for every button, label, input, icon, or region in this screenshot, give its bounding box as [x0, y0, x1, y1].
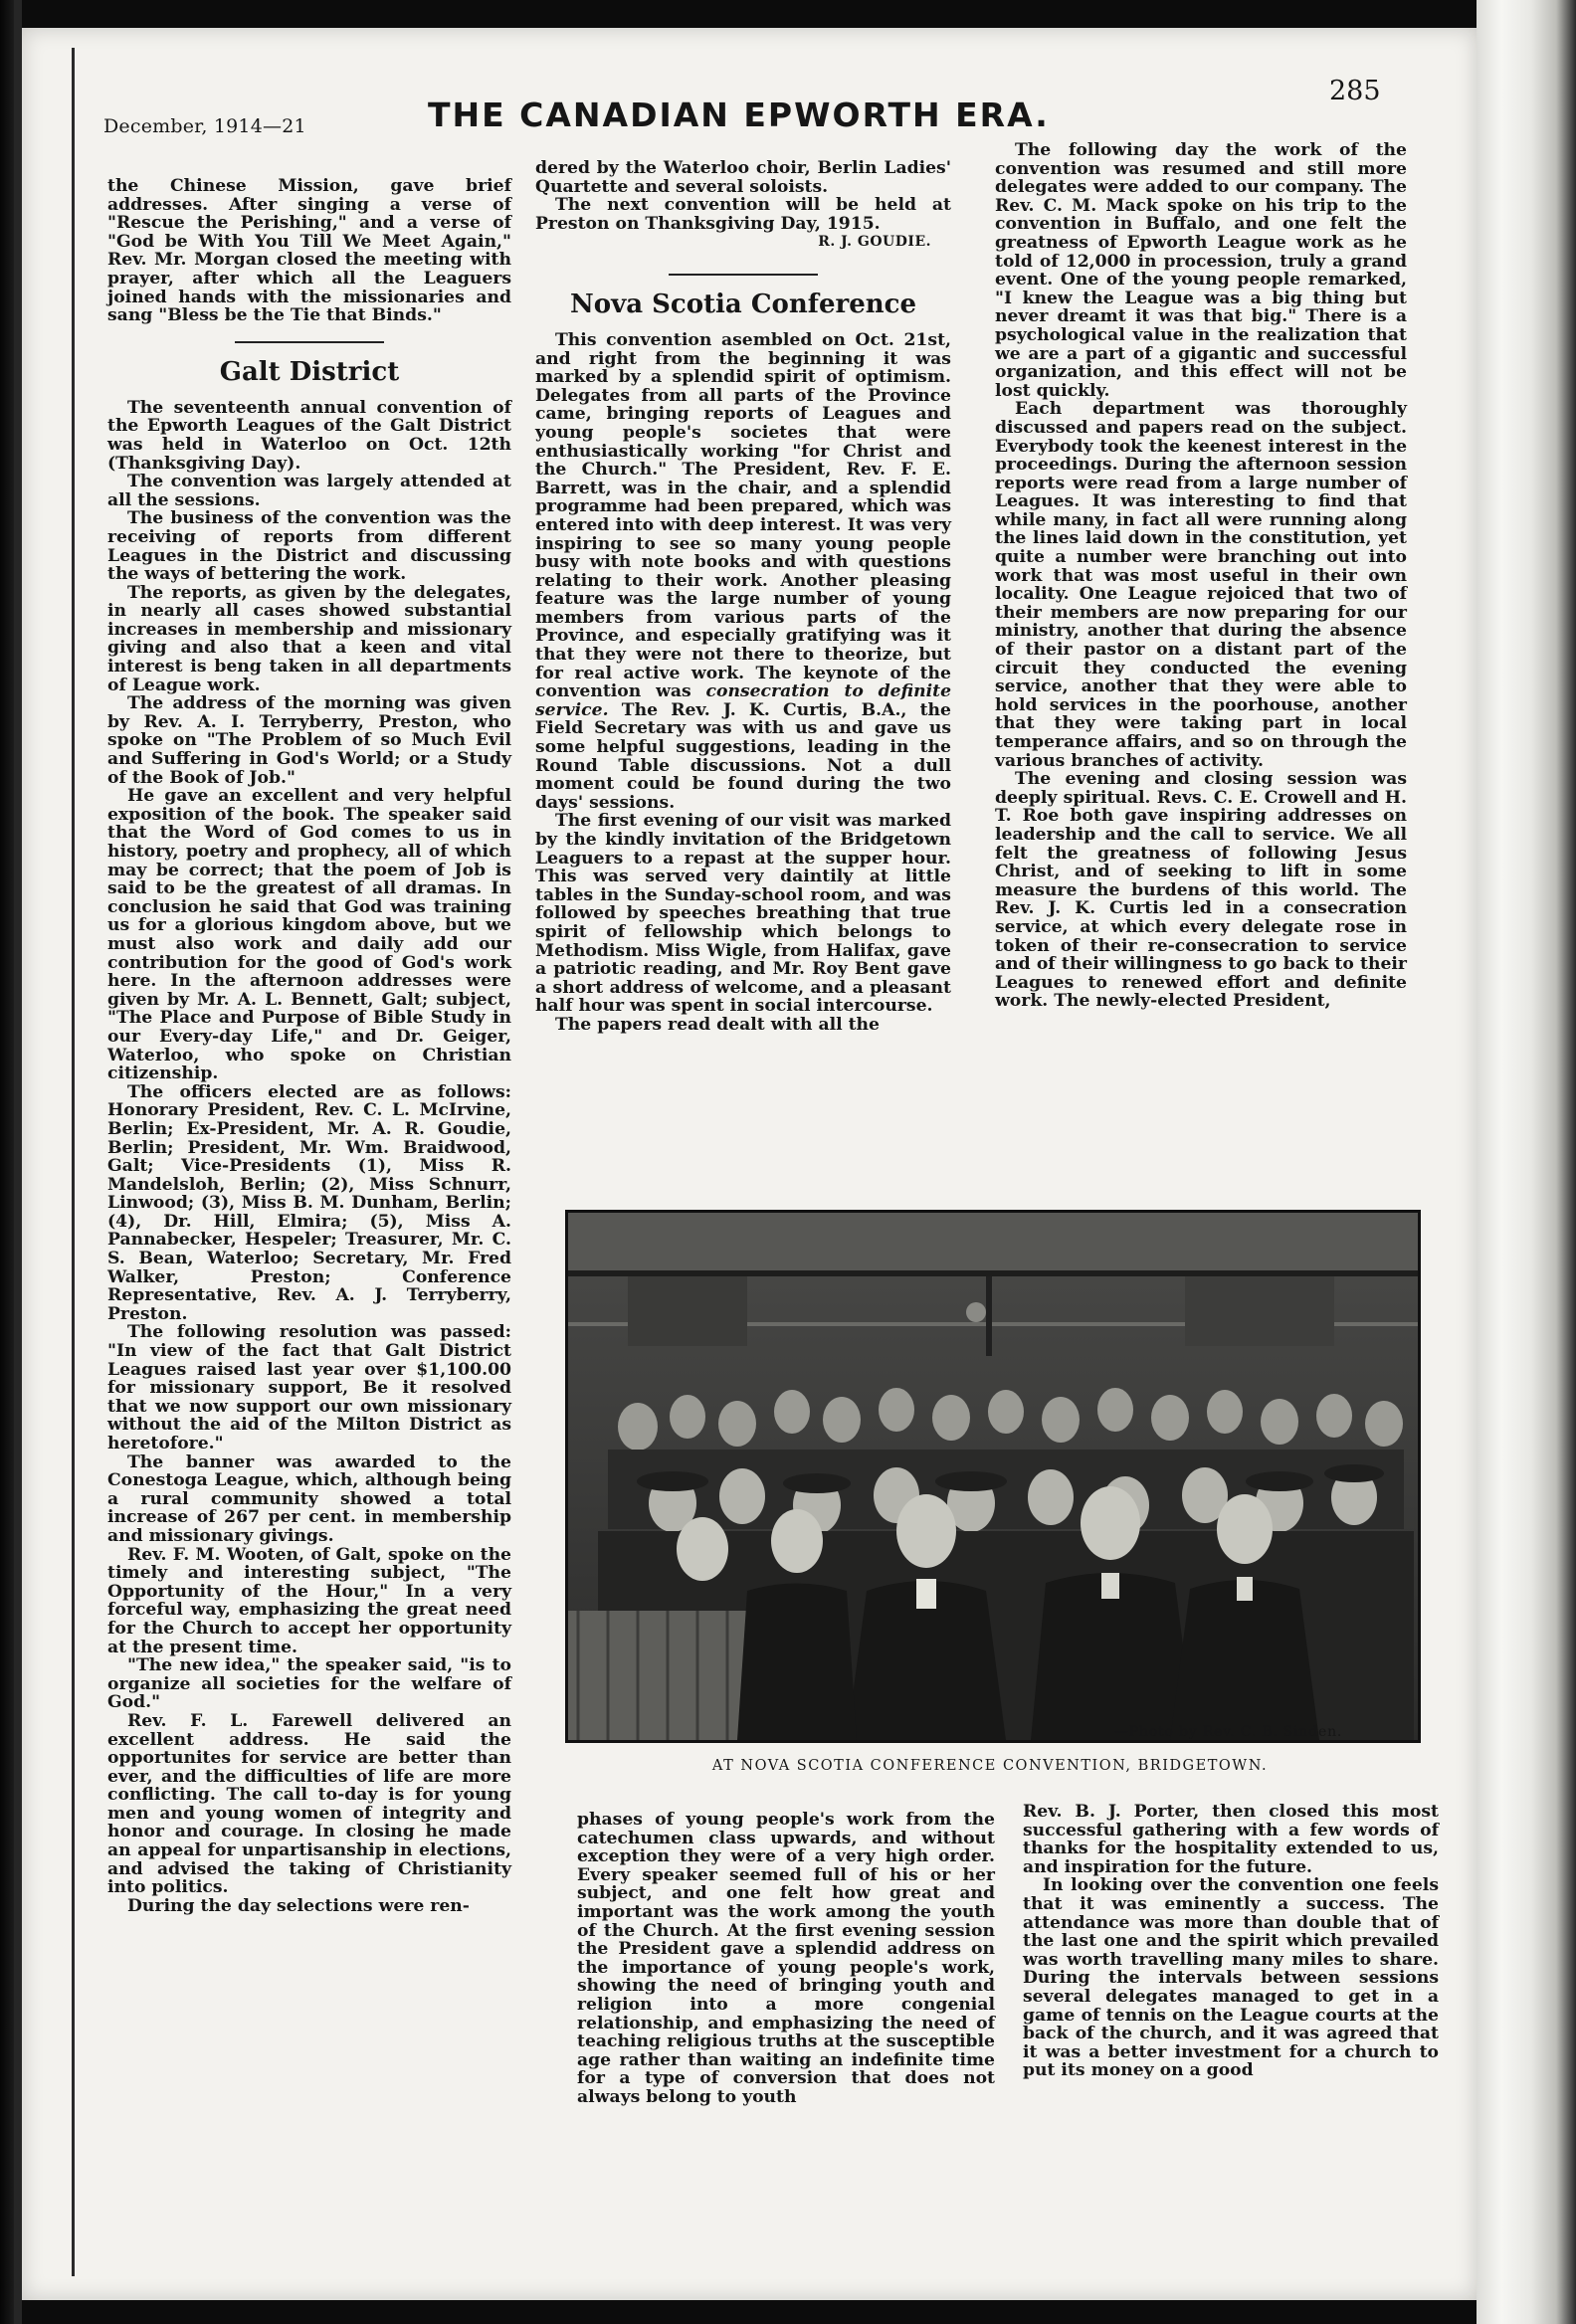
article-paragraph: dered by the Waterloo choir, Berlin Ladies' Quartette and several soloists.: [535, 158, 951, 197]
page-stack-edge: [1477, 0, 1576, 2324]
paragraph-text: The Rev. J. K. Curtis, B.A., the Field Secretary was with us and gave us some helpful suggestions, leading in the Round Table discussions. Not a dull moment could be found during the two days' sessions.: [535, 699, 951, 813]
article-paragraph: The address of the morning was given by Rev. A. I. Terryberry, Preston, who spoke on "The Problem of so Much Evil and Suffering in God's World; or a Study of the Book of Job.": [107, 693, 511, 788]
article-paragraph: The banner was awarded to the Conestoga League, which, although being a rural community showed a total increase of 267 per cent. in membership and missionary givings.: [107, 1452, 511, 1546]
article-paragraph: The following day the work of the convention was resumed and still more delegates were added to our company. The Rev. C. M. Mack spoke on his trip to the convention in Buffalo, and one felt the greatness of Epworth League work as he told of 12,000 in procession, truly a grand event. One of the young people remarked, "I knew the League was a big thing but never dreamt it was that big." There is a psychological value in the realization that we are a part of a gigantic and successful organization, and this effect will not be lost quickly.: [995, 140, 1407, 401]
convention-photo: [565, 1210, 1421, 1743]
article-paragraph: [535, 331, 951, 812]
article-paragraph: The convention was largely attended at all the sessions.: [107, 472, 511, 510]
section-rule: [669, 274, 818, 276]
binding-line: [72, 48, 75, 2276]
publication-title: THE CANADIAN EPWORTH ERA.: [428, 96, 1050, 134]
article-paragraph: The seventeenth annual convention of the Epworth Leagues of the Galt District was held in Waterloo on Oct. 12th (Thanksgiving Day).: [107, 397, 511, 474]
column-2-top: [535, 159, 951, 1035]
photo-image: [568, 1213, 1418, 1740]
article-paragraph: Rev. B. J. Porter, then closed this most successful gathering with a few words of thanks for the hospitality extended to us, and inspiration for the future.: [1023, 1802, 1439, 1877]
article-paragraph: The papers read dealt with all the: [555, 1014, 880, 1035]
photo-caption: AT NOVA SCOTIA CONFERENCE CONVENTION, BRIDGETOWN.: [711, 1758, 1269, 1774]
article-paragraph: the Chinese Mission, gave brief addresses. After singing a verse of "Rescue the Perishing," and a verse of "God be With You Till We Meet Again," Rev. Mr. Morgan closed the meeting with prayer, after which all the Leaguers joined hands with the missionaries and sang "Bless be the Tie that Binds.": [107, 176, 511, 326]
article-paragraph: Each department was thoroughly discussed and papers read on the subject. Everybody took the keenest interest in the proceedings. During the afternoon session reports were read from a large number of Leagues. It was interesting to find that while many, in fact all were running along the lines laid down in the constitution, yet quite a number were branching out into work that was most useful in their own locality. One League rejoiced that two of their members are now preparing for our ministry, another that during the absence of their pastor on a distant part of the circuit they conducted the evening service, another that they were able to hold services in the poorhouse, another that they were taking part in local temperance affairs, and so on through the various branches of activity.: [995, 399, 1407, 771]
article-paragraph: The reports, as given by the delegates, in nearly all cases showed substantial increases in membership and missionary giving and also that a keen and vital interest is beng taken in all departments of League work.: [107, 582, 511, 695]
article-paragraph: He gave an excellent and very helpful exposition of the book. The speaker said that the Word of God comes to us in history, poetry and prophecy, all of which may be correct; that the poem of Job is said to be the greatest of all dramas. In conclusion he said that God was training us for a glorious kingdom above, but we must also work and daily add our contribution for the good of God's work here. In the afternoon addresses were given by Mr. A. L. Bennett, Galt; subject, "The Place and Purpose of Bible Study in our Every-day Life," and Dr. Geiger, Waterloo, who spoke on Christian citizenship.: [107, 786, 511, 1084]
paragraph-text: This convention asembled on Oct. 21st, and right from the beginning it was marked by a splendid spirit of optimism. Delegates from all parts of the Province came, bringing reports of Leagues and young people's societes that were enthusiastically working "for Christ and the Church." The President, Rev. F. E. Barrett, was in the chair, and a splendid programme had been prepared, which was entered into with deep interest. It was very inspiring to see so many young people busy with note books and with questions relating to their work. Another pleasing feature was the large number of young members from various parts of the Province, and especially gratifying was it that they were not there to theorize, but for real active work. The keynote of the convention was: [535, 329, 951, 702]
section-heading-nova-scotia: Nova Scotia Conference: [569, 289, 917, 319]
article-paragraph: Rev. F. L. Farewell delivered an excellent address. He said the opportunites for service are better than ever, and the difficulties of life are more conflicting. The call to-day is for young men and young women of integrity and honor and courage. In closing he made an appeal for unpartisanship in elections, and advised the taking of Christianity into politics.: [107, 1710, 511, 1898]
article-paragraph: "The new idea," the speaker said, "is to organize all societies for the welfare of God.": [107, 1655, 511, 1713]
section-rule: [235, 341, 384, 343]
issue-date: December, 1914—21: [103, 115, 306, 137]
article-paragraph: The officers elected are as follows: Honorary President, Rev. C. L. McIrvine, Berlin; Ex-President, Mr. A. R. Goudie, Berlin; President, Mr. Wm. Braidwood, Galt; Vice-Presidents (1), Miss R. Mandelsloh, Berlin; (2), Miss Schnurr, Linwood; (3), Miss B. M. Dunham, Berlin; (4), Dr. Hill, Elmira; (5), Miss A. Pannabecker, Hespeler; Treasurer, Mr. C. S. Bean, Waterloo; Secretary, Mr. Fred Walker, Preston; Conference Representative, Rev. A. J. Terryberry, Preston.: [107, 1081, 511, 1324]
emphasis-text: consecration to definite service.: [535, 681, 952, 720]
article-paragraph: The next convention will be held at Preston on Thanksgiving Day, 1915.: [535, 195, 951, 234]
column-1: [107, 177, 511, 1915]
column-2-bottom: [577, 1811, 995, 2107]
article-paragraph: The first evening of our visit was marked by the kindly invitation of the Bridgetown Leaguers to a repast at the supper hour. This was served very daintily at little tables in the Sunday-school room, and was followed by speeches breathing that true spirit of fellowship which belongs to Methodism. Miss Wigle, from Halifax, gave a patriotic reading, and Mr. Roy Bent gave a short address of welcome, and a pleasant half hour was spent in social intercourse.: [535, 811, 951, 1017]
photo-credit: —Photo by Rev. C. B. Sinden.: [1114, 1724, 1343, 1740]
article-paragraph: Rev. F. M. Wooten, of Galt, spoke on the timely and interesting subject, "The Opportunity of the Hour," In a very forceful way, emphasizing the great need for the Church to accept her opportunity at the present time.: [107, 1544, 511, 1657]
article-paragraph: During the day selections were ren-: [127, 1895, 470, 1916]
article-paragraph: phases of young people's work from the catechumen class upwards, and without exception they were of a very high order. Every speaker seemed full of his or her subject, and one felt how great and important was the work among the youth of the Church. At the first evening session the President gave a splendid address on the importance of young people's work, showing the need of bringing youth and religion into a more congenial relationship, and emphasizing the need of teaching religious truths at the susceptible age rather than waiting an indefinite time for a type of conversion that does not always belong to youth: [577, 1810, 995, 2107]
article-paragraph: The business of the convention was the receiving of reports from different Leagues in the District and discussing the ways of bettering the work.: [107, 508, 511, 585]
article-paragraph: The following resolution was passed: "In view of the fact that Galt District Leagues raised last year over $1,100.00 for missionary support, Be it resolved that we now support our own missionary without the aid of the Milton District as heretofore.": [107, 1322, 511, 1453]
article-paragraph: In looking over the convention one feels that it was eminently a success. The attendance was more than double that of the last one and the spirit which prevailed was worth travelling many miles to share. During the intervals between sessions several delegates managed to get in a game of tennis on the League courts at the back of the church, and it was agreed that it was a better investment for a church to put its money on a good: [1023, 1875, 1439, 2081]
column-3-top: [995, 141, 1407, 1011]
section-heading-galt: Galt District: [219, 356, 400, 387]
column-3-bottom: [1023, 1803, 1439, 2080]
author-signature: R. J. GOUDIE.: [818, 234, 931, 251]
page-binding: [14, 0, 22, 2324]
page-number: 285: [1329, 76, 1381, 106]
article-paragraph: The evening and closing session was deeply spiritual. Revs. C. E. Crowell and H. T. Roe both gave inspiring addresses on leadership and the call to service. We all felt the greatness of following Jesus Christ, and of seeking to lift in some measure the burdens of this world. The Rev. J. K. Curtis led in a consecration service, at which every delegate rose in token of their re-consecration to service and of their willingness to go back to their Leagues to renewed effort and definite work. The newly-elected President,: [995, 769, 1407, 1012]
